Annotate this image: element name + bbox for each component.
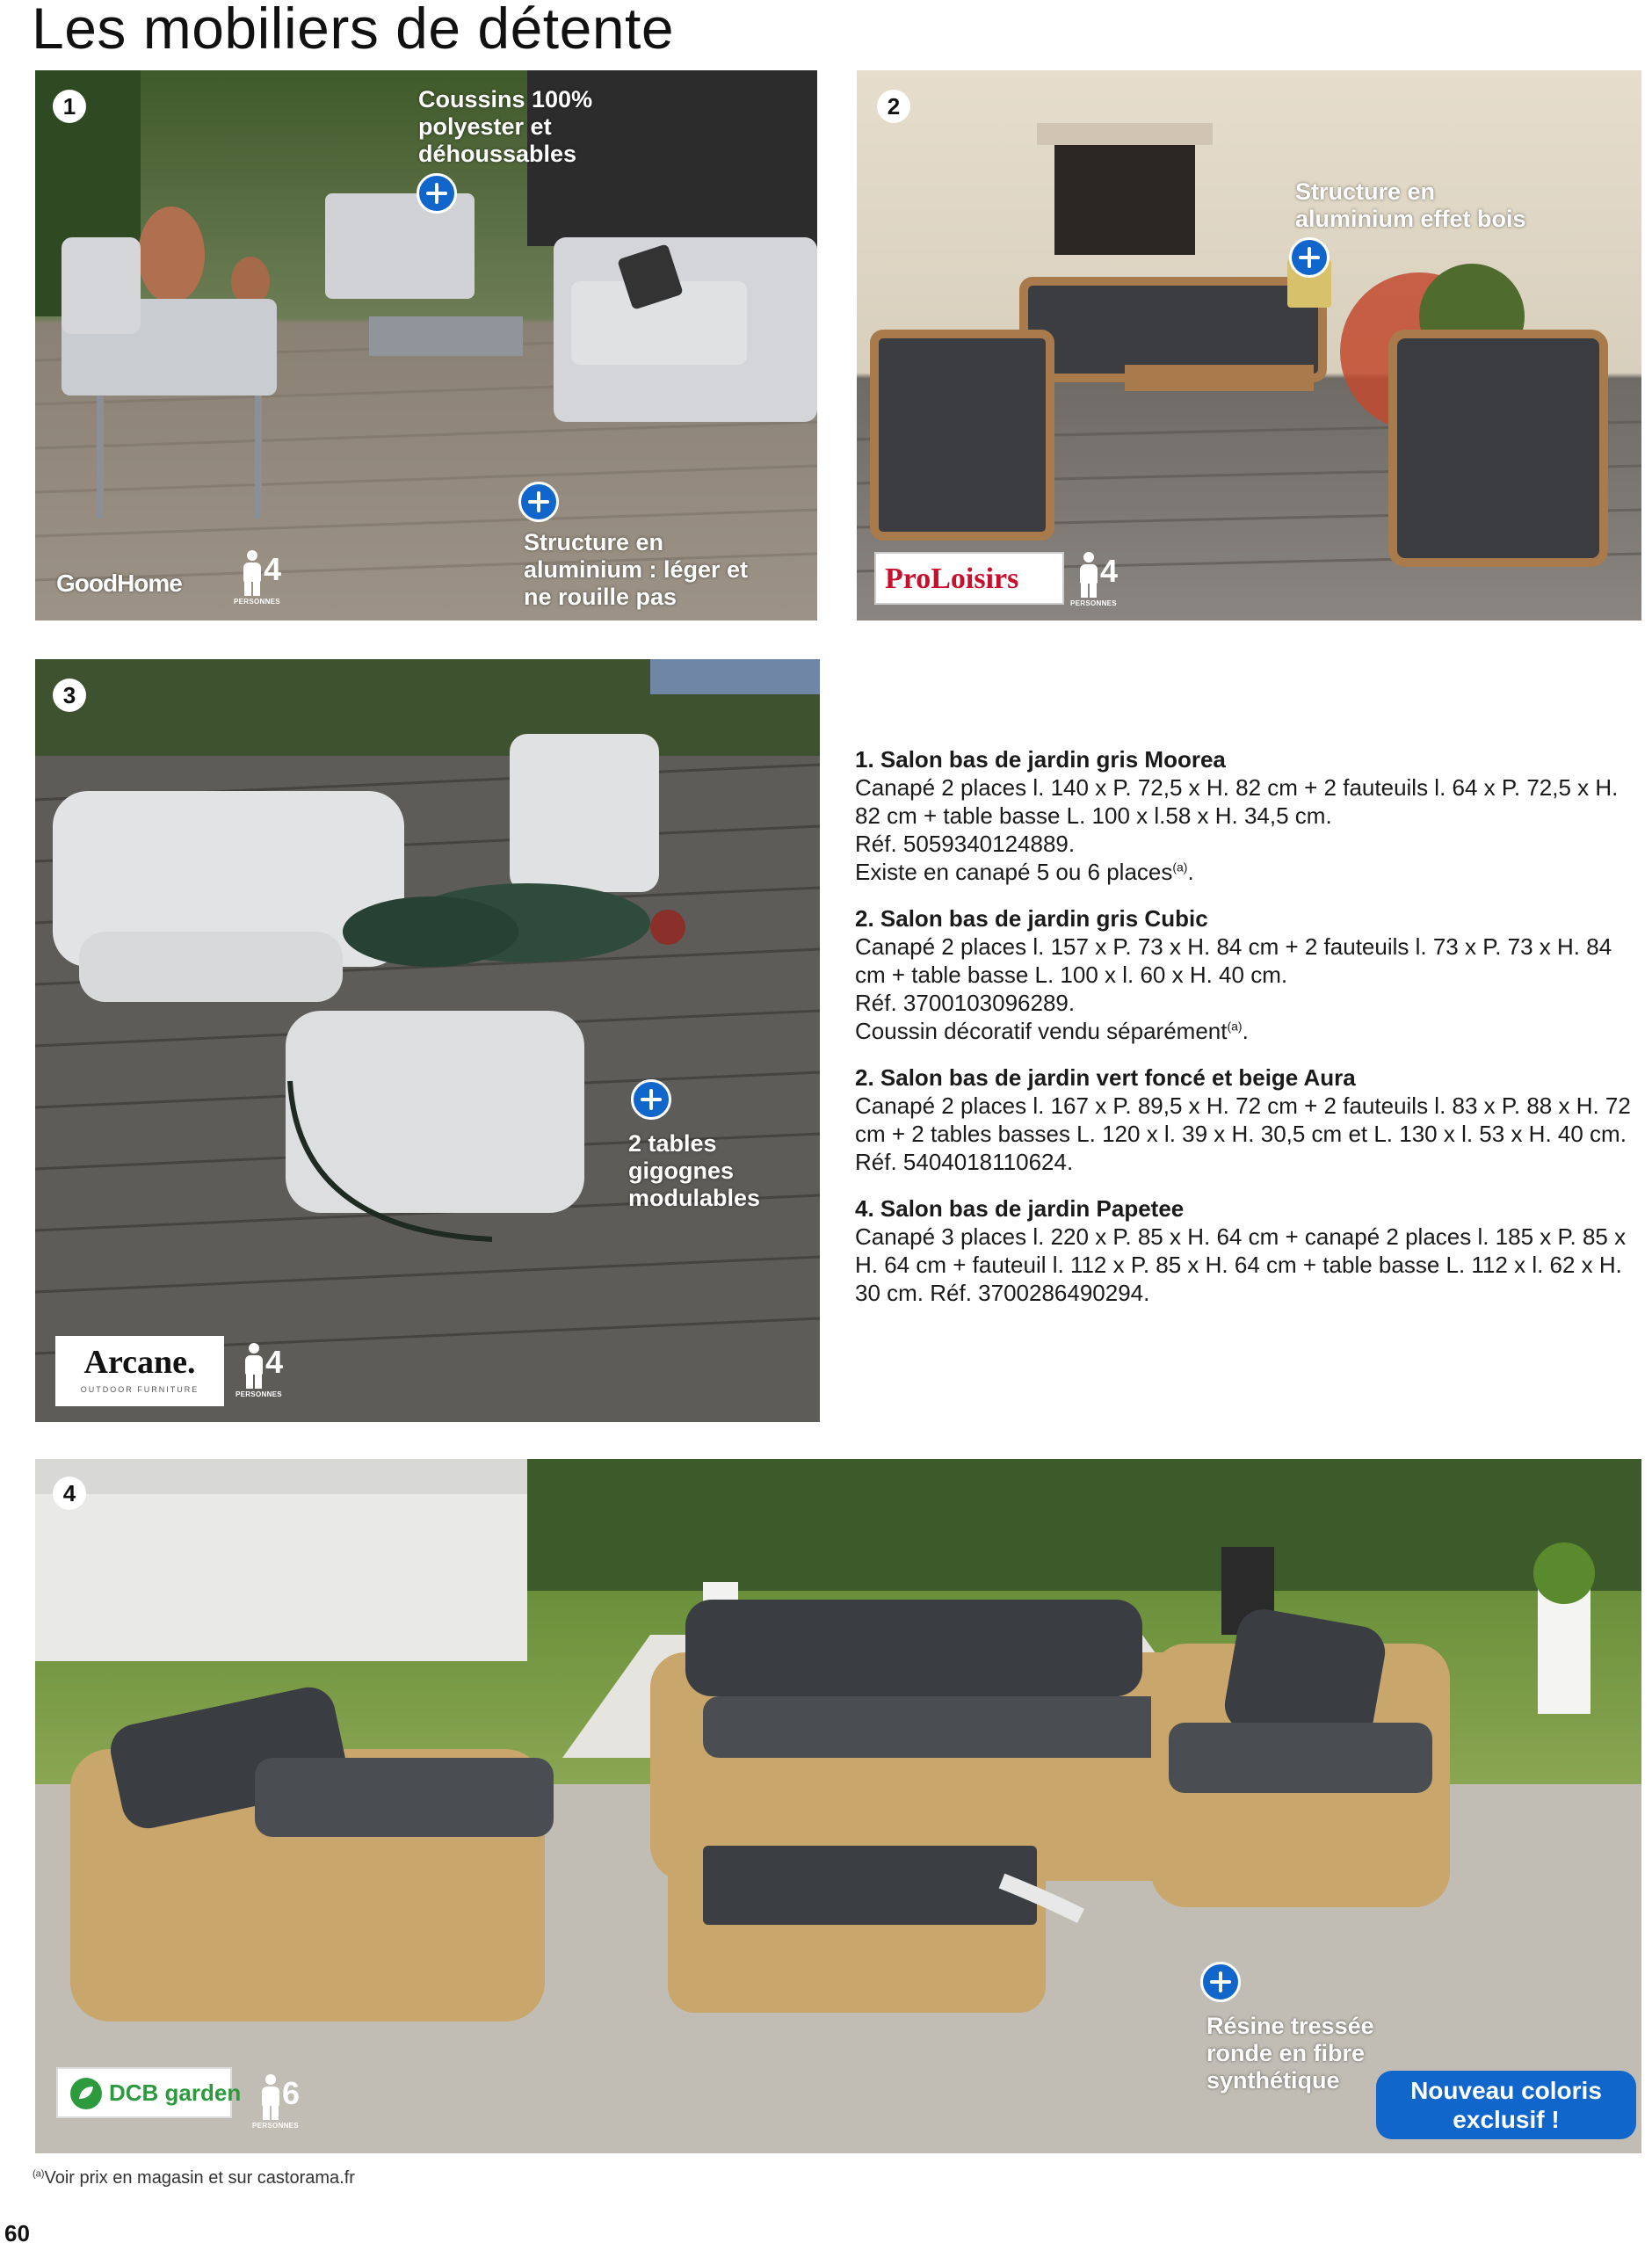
plus-icon	[631, 1079, 671, 1120]
callout-tables: 2 tables gigognes modulables	[628, 1130, 761, 1211]
persons-label: PERSONNES	[1070, 599, 1117, 607]
page-number: 60	[4, 2220, 30, 2246]
description-cubic	[855, 904, 1646, 1045]
brand-arcane-text: Arcane.	[83, 1344, 196, 1381]
persons-label: PERSONNES	[252, 2122, 299, 2130]
product-badge-4: 4	[53, 1477, 86, 1510]
persons-count: 4	[265, 1344, 284, 1380]
persons-indicator-4	[252, 2074, 331, 2130]
person-icon	[1077, 552, 1100, 598]
description-text: Canapé 2 places l. 167 x P. 89,5 x H. 72 cm + 2 fauteuils l. 83 x P. 88 x H. 72 cm + 2 tables basses L. 120 x l. 39 x H. 30,5 cm et L. 130 x l. 53 x H. 40 cm.	[855, 1092, 1631, 1147]
description-note: Existe en canapé 5 ou 6 places$^{(a)}$.	[855, 859, 1194, 885]
description-title: 2. Salon bas de jardin gris Cubic	[855, 905, 1208, 932]
callout-cushions: Coussins 100% polyester et déhoussables	[418, 86, 593, 167]
description-ref: Réf. 5404018110624.	[855, 1149, 1074, 1175]
product-photo-3	[35, 659, 820, 1422]
product-photo-2	[857, 70, 1641, 621]
persons-count: 4	[264, 551, 282, 587]
photo-2-illustration	[857, 70, 1641, 621]
product-badge-2: 2	[877, 90, 910, 123]
plus-icon	[1200, 1962, 1241, 2002]
persons-count: 6	[282, 2075, 301, 2111]
person-icon	[241, 550, 264, 596]
dcb-leaf-icon	[69, 2076, 104, 2111]
person-icon	[259, 2074, 282, 2120]
description-title: 4. Salon bas de jardin Papetee	[855, 1195, 1185, 1222]
footnote: $^{(a)}$Voir prix en magasin et sur castorama.fr	[33, 2168, 355, 2188]
persons-label: PERSONNES	[234, 598, 280, 606]
brand-dcb-garden-logo	[56, 2067, 242, 2118]
persons-count: 4	[1100, 553, 1119, 589]
callout-aluminium: Structure en aluminium : léger et ne rouille pas	[524, 529, 749, 610]
callout-wood-effect: Structure en aluminium effet bois	[1295, 178, 1526, 232]
product-descriptions	[855, 745, 1646, 1325]
page-title: Les mobiliers de détente	[32, 0, 675, 61]
description-text: Canapé 2 places l. 157 x P. 73 x H. 84 cm + 2 fauteuils l. 73 x P. 73 x H. 84 cm + table basse L. 100 x l. 60 x H. 40 cm.	[855, 933, 1612, 988]
description-moorea	[855, 745, 1646, 886]
description-ref: Réf. 5059340124889.	[855, 831, 1076, 857]
persons-indicator-1	[234, 550, 313, 606]
brand-arcane-subtitle: OUTDOOR FURNITURE	[80, 1385, 199, 1394]
persons-indicator-3	[235, 1343, 315, 1396]
description-ref: Réf. 3700103096289.	[855, 990, 1076, 1016]
callout-resin: Résine tressée ronde en fibre synthétique	[1206, 2013, 1374, 2094]
description-text: Canapé 3 places l. 220 x P. 85 x H. 64 cm + canapé 2 places l. 185 x P. 85 x H. 64 cm + fauteuil l. 112 x P. 85 x H. 64 cm + table basse L. 112 x l. 62 x H. 30 cm. Réf. 3700286490294.	[855, 1223, 1627, 1306]
photo-3-illustration	[35, 659, 820, 1422]
persons-indicator-2	[1070, 552, 1149, 605]
description-aura	[855, 1063, 1646, 1176]
plus-icon	[518, 482, 559, 522]
product-badge-3: 3	[53, 679, 86, 712]
new-color-badge: Nouveau coloris exclusif !	[1376, 2071, 1636, 2139]
product-badge-1: 1	[53, 90, 86, 123]
description-papetee	[855, 1194, 1646, 1307]
plus-icon	[1289, 237, 1330, 278]
brand-proloisirs-text: ProLoisirs	[885, 562, 1019, 595]
description-text: Canapé 2 places l. 140 x P. 72,5 x H. 82 cm + 2 fauteuils l. 64 x P. 72,5 x H. 82 cm + table basse L. 100 x l.58 x H. 34,5 cm.	[855, 774, 1619, 829]
brand-arcane-logo	[55, 1336, 224, 1406]
description-title: 2. Salon bas de jardin vert foncé et beige Aura	[855, 1064, 1356, 1091]
brand-proloisirs-logo	[874, 552, 1064, 605]
description-title: 1. Salon bas de jardin gris Moorea	[855, 746, 1226, 773]
persons-label: PERSONNES	[235, 1390, 282, 1398]
brand-goodhome-logo: GoodHome	[56, 570, 182, 597]
description-note: Coussin décoratif vendu séparément$^{(a)}$.	[855, 1018, 1249, 1044]
plus-icon	[417, 173, 457, 214]
brand-dcb-garden-text: DCB garden	[109, 2079, 242, 2106]
person-icon	[243, 1343, 265, 1389]
